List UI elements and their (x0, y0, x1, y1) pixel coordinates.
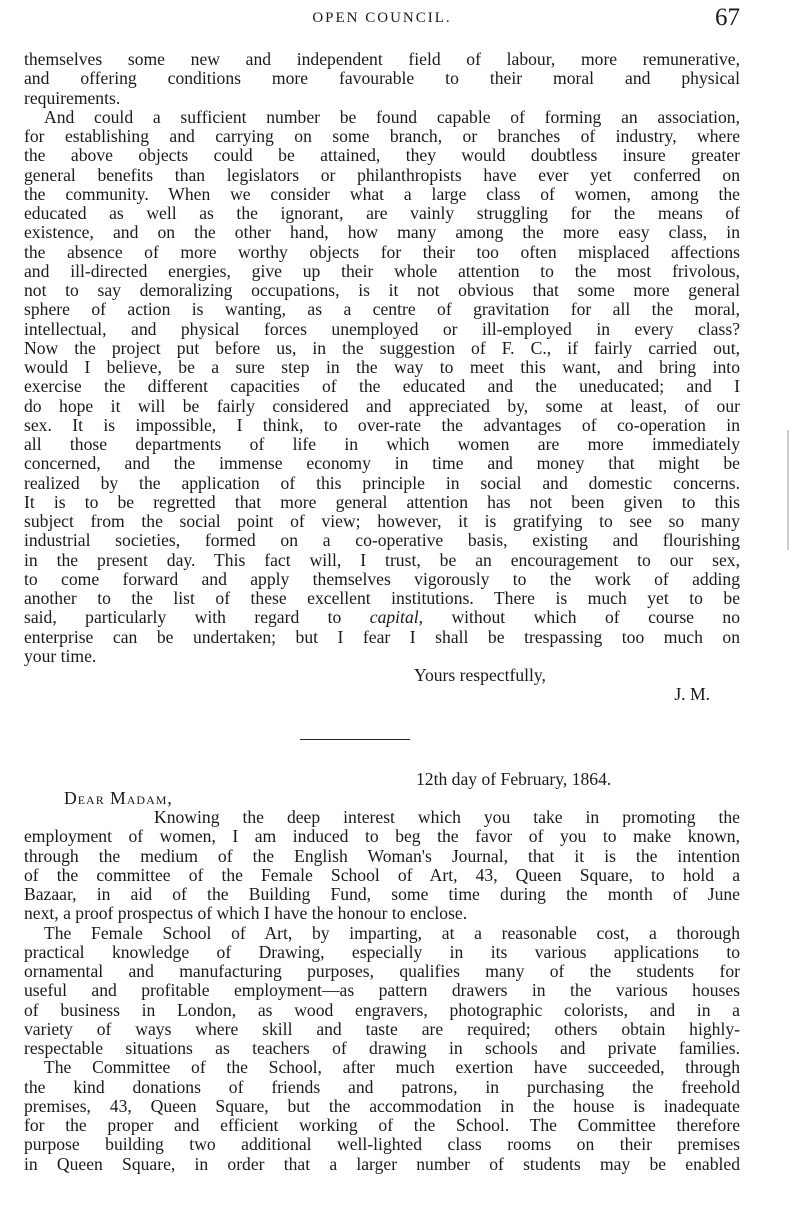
paragraph-association (24, 108, 740, 666)
text-line: the kind donations of friends and patrons, in purchasing the freehold (24, 1076, 740, 1097)
text-line: employment of women, I am induced to beg the favor of you to make known, (24, 826, 740, 847)
text-line: and ill-directed energies, give up their whole attention to the most frivolous, (24, 260, 740, 281)
text-line: Knowing the deep interest which you take in promoting the (154, 807, 740, 827)
text-fragment: said, particularly with regard to (24, 607, 370, 628)
text-line: It is to be regretted that more general attention has not been given to this (24, 491, 740, 512)
text-line: ornamental and manufacturing purposes, qualifies many of the students for (24, 961, 740, 981)
text-line: The Committee of the School, after much exertion have succeeded, through (44, 1057, 740, 1078)
closing: Yours respectfully, (414, 665, 546, 685)
text-line: enterprise can be undertaken; but I fear I shall be trespassing too much on (24, 626, 740, 647)
text-line: subject from the social point of view; however, it is gratifying to see so many (24, 511, 740, 531)
dateline: 12th day of February, 1864. (416, 768, 612, 789)
text-line: realized by the application of this principle in social and domestic concerns. (24, 472, 740, 493)
text-line: premises, 43, Queen Square, but the accommodation in the house is inadequate (24, 1095, 740, 1116)
text-line: Now the project put before us, in the suggestion of F. C., if fairly carried out, (24, 337, 740, 358)
italic-word: capital, (369, 607, 424, 628)
letter-school-of-art (24, 770, 740, 1174)
letter-jm (24, 50, 740, 705)
text-line: industrial societies, formed on a co-operative basis, existing and flourishing (24, 530, 740, 551)
running-head: OPEN COUNCIL. (312, 10, 452, 26)
margin-mark (787, 430, 789, 550)
text-line: general benefits than legislators or philanthropists have ever yet conferred on (24, 164, 740, 185)
text-line: useful and profitable employment—as pattern drawers in the various houses (24, 980, 740, 1001)
text-line-capital (24, 608, 740, 627)
text-line: intellectual, and physical forces unemployed or ill-employed in every class? (24, 318, 740, 339)
text-fragment: without which of course no (423, 607, 740, 628)
text-line: in Queen Square, in order that a larger number of students may be enabled (24, 1153, 740, 1174)
text-line: of business in London, as wood engravers, photographic colorists, and in a (24, 999, 740, 1020)
text-line: educated as well as the ignorant, are vainly struggling for the means of (24, 203, 740, 223)
section-divider (300, 739, 410, 740)
text-line: in the present day. This fact will, I trust, be an encouragement to our sex, (24, 549, 740, 570)
paragraph-committee (24, 1058, 740, 1174)
text-line: concerned, and the immense economy in time and money that might be (24, 453, 740, 474)
text-line: And could a sufficient number be found capable of forming an association, (44, 106, 740, 127)
text-line: practical knowledge of Drawing, especially in its various applications to (24, 941, 740, 962)
text-line: respectable situations as teachers of drawing in schools and private families. (24, 1038, 740, 1058)
text-line: for establishing and carrying on some branch, or branches of industry, where (24, 126, 740, 146)
page-header (24, 4, 740, 34)
text-line: do hope it will be fairly considered and appreciated by, some at least, of our (24, 395, 740, 416)
text-line: themselves some new and independent field of labour, more remunerative, (24, 49, 740, 69)
text-line: to come forward and apply themselves vigorously to the work of adding (24, 568, 740, 589)
text-line: not to say demoralizing occupations, is it not obvious that some more general (24, 280, 740, 300)
text-line: existence, and on the other hand, how many among the more easy class, in (24, 222, 740, 243)
text-line: purpose building two additional well-lighted class rooms on their premises (24, 1134, 740, 1155)
paragraph-continuation (24, 50, 740, 108)
text-line: The Female School of Art, by imparting, at a reasonable cost, a thorough (44, 922, 740, 943)
text-line: through the medium of the English Woman's Journal, that it is the intention (24, 845, 740, 866)
text-line: all those departments of life in which women are more immediately (24, 434, 740, 454)
text-line: sex. It is impossible, I think, to over-rate the advantages of co-operation in (24, 414, 740, 435)
page-body (24, 50, 740, 1174)
text-line: next, a proof prospectus of which I have the honour to enclose. (24, 903, 468, 924)
text-line: of the committee of the Female School of Art, 43, Queen Square, to hold a (24, 864, 740, 885)
paragraph-bazaar (24, 808, 740, 924)
text-line: sphere of action is wanting, as a centre of gravitation for all the moral, (24, 299, 740, 320)
text-line: for the proper and efficient working of the School. The Committee therefore (24, 1115, 740, 1135)
paragraph-school-description (24, 924, 740, 1059)
text-line: would I believe, be a sure step in the way to meet this want, and bring into (24, 357, 740, 377)
signature: J. M. (674, 684, 710, 705)
text-line: your time. (24, 645, 97, 666)
text-line: Bazaar, in aid of the Building Fund, some time during the month of June (24, 884, 740, 904)
text-line: the absence of more worthy objects for their too often misplaced affections (24, 241, 740, 262)
text-line: the community. When we consider what a large class of women, among the (24, 183, 740, 204)
text-line: and offering conditions more favourable to their moral and physical (24, 68, 740, 89)
text-line: another to the list of these excellent institutions. There is much yet to be (24, 588, 740, 608)
text-line: exercise the different capacities of the educated and the uneducated; and I (24, 376, 740, 397)
page-number: 67 (715, 4, 740, 31)
salutation: Dear Madam, (64, 787, 173, 808)
text-line: requirements. (24, 87, 121, 108)
text-line: the above objects could be attained, they would doubtless insure greater (24, 145, 740, 166)
text-line: variety of ways where skill and taste are required; others obtain highly- (24, 1018, 740, 1039)
